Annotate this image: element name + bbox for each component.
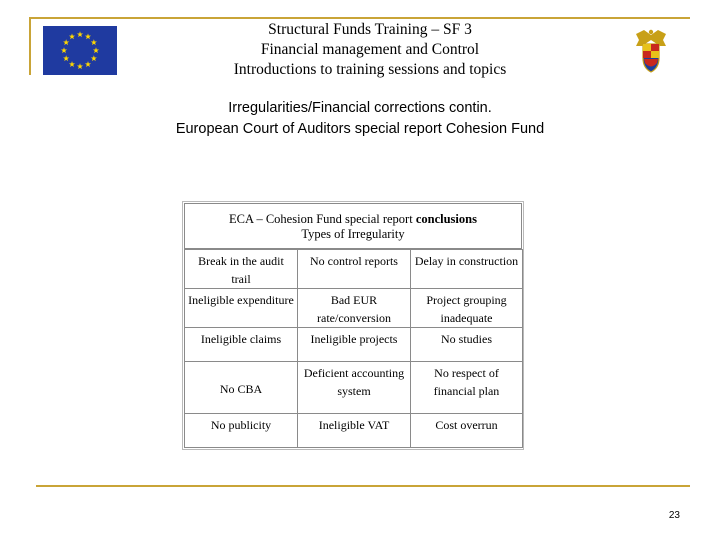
- eu-star-icon: [85, 61, 91, 67]
- header-line-2: Financial management and Control: [260, 41, 480, 58]
- table-cell: No respect of financial plan: [411, 362, 523, 414]
- header-line-1: Structural Funds Training – SF 3: [268, 21, 472, 38]
- top-rule: [30, 17, 690, 19]
- table-row: [185, 328, 523, 362]
- table-cell: Ineligible VAT: [298, 414, 411, 448]
- table-cell: Deficient accounting system: [298, 362, 411, 414]
- eu-flag-icon: [43, 26, 117, 75]
- eu-star-icon: [63, 39, 69, 45]
- irregularity-figure: [182, 201, 524, 450]
- table-cell: Bad EUR rate/conversion: [298, 289, 411, 328]
- figure-subtitle: Types of Irregularity: [301, 227, 405, 241]
- table-cell: Ineligible projects: [298, 328, 411, 362]
- romania-coat-of-arms-icon: [630, 26, 672, 76]
- table-row: [185, 362, 523, 414]
- table-row: [185, 289, 523, 328]
- header-line-3: Introductions to training sessions and topics: [233, 61, 507, 78]
- figure-title-prefix: ECA – Cohesion Fund special report: [229, 212, 416, 226]
- bottom-rule: [36, 485, 690, 487]
- subtitle-line-1: Irregularities/Financial corrections contin.: [228, 100, 492, 116]
- irregularity-table: [184, 249, 523, 448]
- eu-star-icon: [69, 33, 75, 39]
- table-cell: No studies: [411, 328, 523, 362]
- eu-star-icon: [91, 55, 97, 61]
- eu-star-icon: [85, 33, 91, 39]
- table-cell: No control reports: [298, 250, 411, 289]
- table-cell: No CBA: [185, 362, 298, 414]
- table-cell: Ineligible claims: [185, 328, 298, 362]
- slide-header: [140, 20, 600, 80]
- eu-star-icon: [69, 61, 75, 67]
- table-cell: Cost overrun: [411, 414, 523, 448]
- eu-star-icon: [93, 47, 99, 53]
- table-row: [185, 250, 523, 289]
- table-cell: Delay in construction: [411, 250, 523, 289]
- slide-subtitle: [100, 98, 620, 140]
- page-number: 23: [668, 510, 680, 521]
- eu-star-icon: [77, 63, 83, 69]
- eu-star-icon: [77, 31, 83, 37]
- table-cell: Break in the audit trail: [185, 250, 298, 289]
- table-cell: Ineligible expenditure: [185, 289, 298, 328]
- table-cell: Project grouping inadequate: [411, 289, 523, 328]
- eu-star-icon: [61, 47, 67, 53]
- figure-title-bold: conclusions: [415, 212, 477, 226]
- left-rule: [29, 17, 31, 75]
- table-row: [185, 414, 523, 448]
- table-cell: No publicity: [185, 414, 298, 448]
- figure-title: [184, 203, 522, 249]
- subtitle-line-2: European Court of Auditors special report Cohesion Fund: [175, 121, 545, 137]
- eu-star-icon: [63, 55, 69, 61]
- eu-star-icon: [91, 39, 97, 45]
